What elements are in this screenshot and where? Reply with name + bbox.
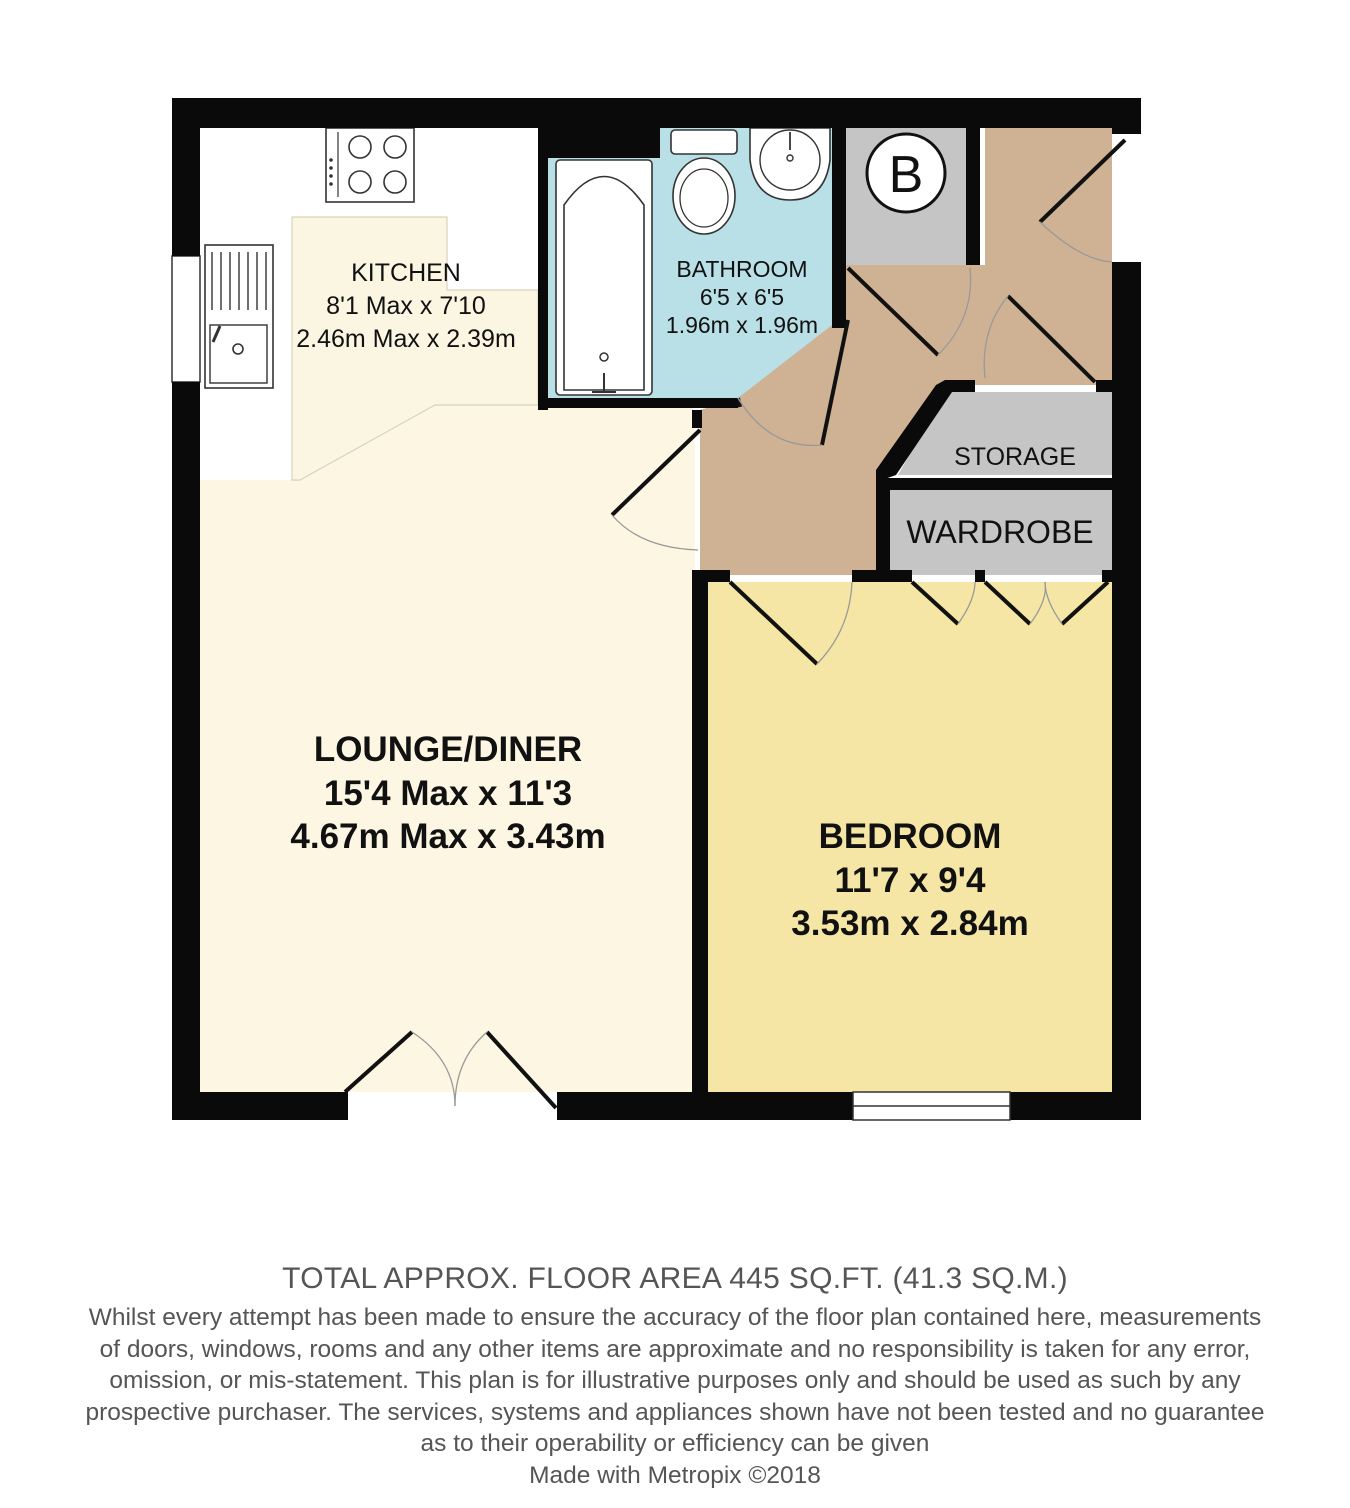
bath-icon — [556, 160, 652, 395]
disclaimer-line: omission, or mis-statement. This plan is for illustrative purposes only and should be used as such by any — [109, 1367, 1241, 1394]
wall-storage-right — [1096, 380, 1116, 392]
basin-icon — [750, 128, 830, 200]
total-floor-area: TOTAL APPROX. FLOOR AREA 445 SQ.FT. (41.3 SQ.M.) — [282, 1262, 1068, 1295]
window-icon — [853, 1092, 1010, 1120]
kitchen-window — [172, 256, 200, 382]
wall-bottom-left — [172, 1092, 348, 1120]
hob-icon — [326, 128, 414, 202]
bathroom-imperial: 6'5 x 6'5 — [699, 284, 785, 310]
wall-left-upper — [172, 98, 200, 256]
wall-bath-top-block — [538, 128, 660, 158]
wall-kitchen-bath — [538, 128, 548, 410]
kitchen-name: KITCHEN — [351, 259, 461, 287]
disclaimer-line: as to their operability or efficiency can be given — [420, 1430, 930, 1457]
toilet-icon — [671, 130, 737, 234]
lounge-imperial: 15'4 Max x 11'3 — [323, 774, 573, 813]
wall-right — [1112, 262, 1141, 1120]
lounge-name: LOUNGE/DINER — [313, 730, 583, 769]
sink-icon — [205, 245, 273, 388]
credit: Made with Metropix ©2018 — [529, 1461, 821, 1489]
wall-bath-bottom — [538, 398, 738, 408]
bedroom-name: BEDROOM — [818, 817, 1002, 856]
footer — [0, 1262, 1350, 1491]
wall-storage-top — [945, 380, 975, 392]
wall-bottom-right — [557, 1092, 1141, 1120]
wall-left-lower — [172, 382, 200, 1120]
wardrobe-label: WARDROBE — [906, 514, 1094, 550]
kitchen-metric: 2.46m Max x 2.39m — [296, 325, 516, 353]
wall-top-right-cap — [1112, 98, 1141, 134]
bathroom-name: BATHROOM — [676, 256, 808, 282]
bedroom-imperial: 11'7 x 9'4 — [834, 861, 986, 900]
boiler-label: B — [888, 146, 924, 204]
lounge-metric: 4.67m Max x 3.43m — [290, 817, 606, 856]
wall-bath-stub — [832, 128, 846, 328]
storage-label: STORAGE — [954, 443, 1076, 471]
disclaimer-line: prospective purchaser. The services, systems and appliances shown have not been tested and no guarantee — [85, 1398, 1265, 1426]
disclaimer-line: Whilst every attempt has been made to ensure the accuracy of the floor plan contained here, measurements — [88, 1304, 1262, 1331]
kitchen-imperial: 8'1 Max x 7'10 — [326, 292, 486, 320]
disclaimer-line: of doors, windows, rooms and any other items are approximate and no responsibility is taken for any error, — [99, 1335, 1251, 1363]
bedroom-metric: 3.53m x 2.84m — [791, 904, 1029, 943]
wall-wardrobe-posts-2 — [1102, 570, 1112, 582]
boiler-icon — [867, 134, 945, 212]
wall-boiler-right — [966, 128, 980, 265]
wall-wardrobe-left — [876, 478, 890, 582]
wall-wardrobe-top — [876, 478, 1112, 490]
wall-lounge-divider — [692, 570, 708, 1092]
bathroom-metric: 1.96m x 1.96m — [665, 312, 819, 338]
wall-hall-bedroom-left — [700, 570, 730, 582]
wall-wardrobe-posts-1 — [975, 570, 985, 582]
wall-lounge-divider-stub — [692, 410, 702, 428]
wall-top — [172, 98, 1141, 128]
